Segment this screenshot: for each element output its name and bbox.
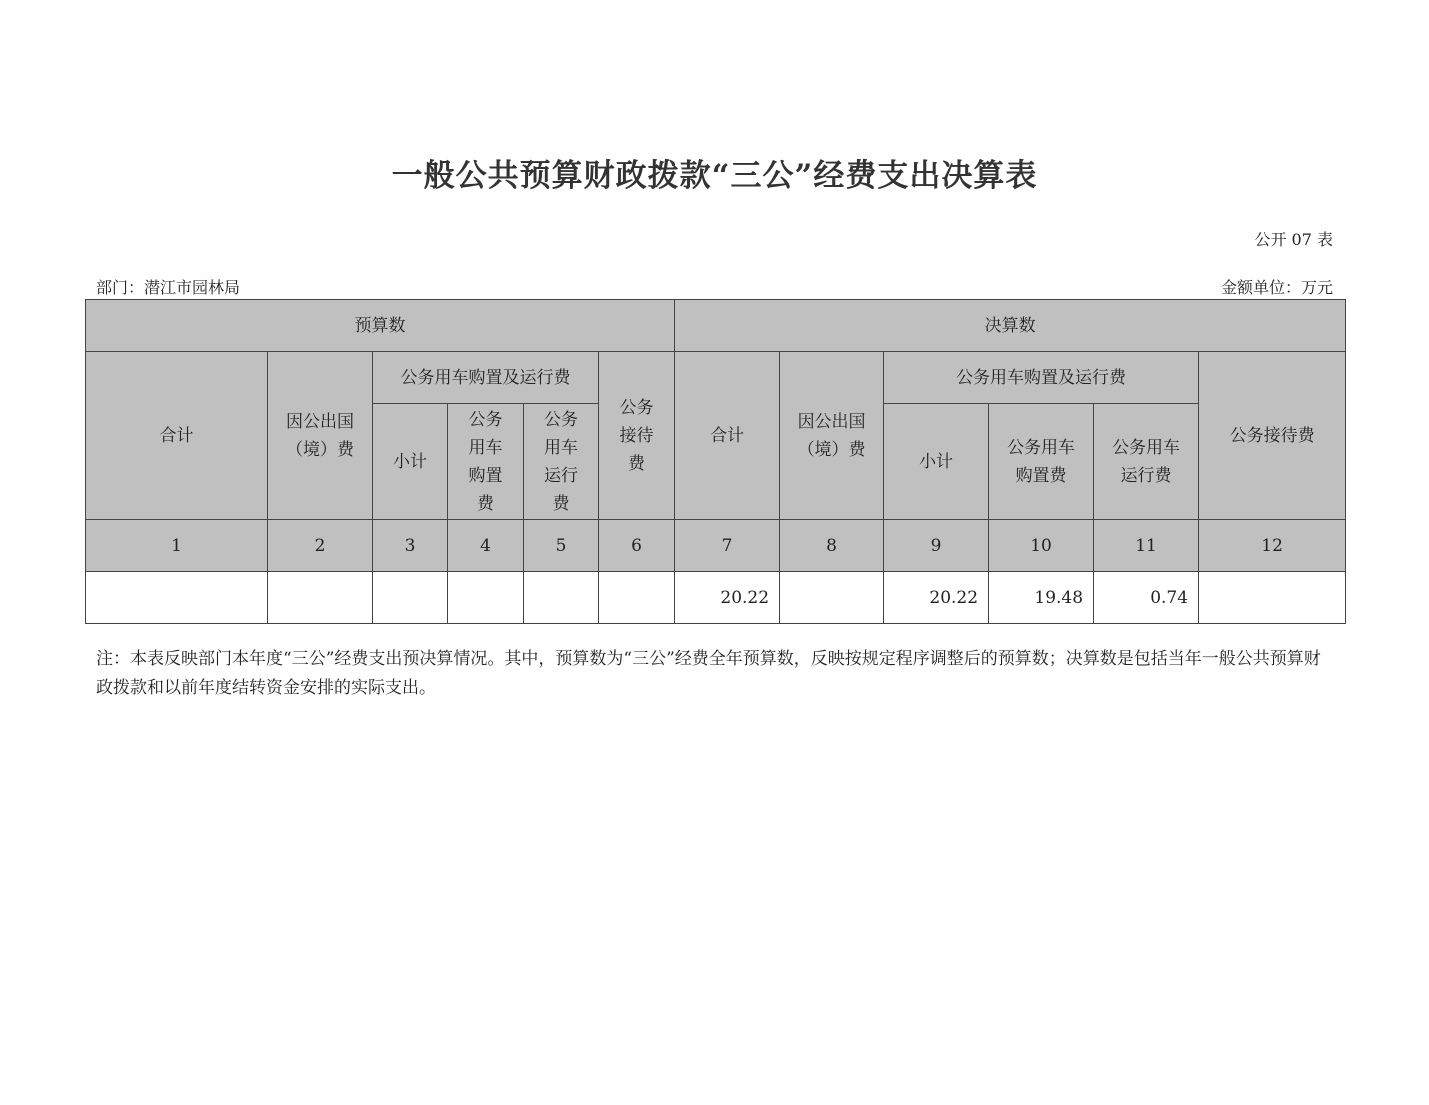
header-final-vehicle-operation: 公务用车运行费	[1094, 404, 1199, 520]
col-number: 11	[1094, 520, 1199, 572]
header-budget-abroad: 因公出国（境）费	[268, 352, 373, 520]
cell-budget-total	[86, 572, 268, 624]
three-public-expenses-table	[85, 299, 1346, 624]
cell-budget-abroad	[268, 572, 373, 624]
amount-unit-label: 金额单位：万元	[1220, 278, 1333, 297]
cell-final-subtotal: 20.22	[884, 572, 989, 624]
header-budget-reception: 公务接待费	[599, 352, 675, 520]
col-number: 5	[524, 520, 599, 572]
header-budget: 预算数	[86, 300, 675, 352]
col-number: 6	[599, 520, 675, 572]
col-number: 12	[1199, 520, 1346, 572]
cell-final-vehicle-purchase: 19.48	[989, 572, 1094, 624]
col-number: 8	[780, 520, 884, 572]
cell-final-vehicle-operation: 0.74	[1094, 572, 1199, 624]
table-number: 公开 07 表	[1254, 230, 1333, 249]
cell-budget-vehicle-purchase	[448, 572, 524, 624]
header-final-abroad: 因公出国（境）费	[780, 352, 884, 520]
page-title: 一般公共预算财政拨款“三公”经费支出决算表	[391, 158, 1038, 194]
cell-budget-subtotal	[373, 572, 448, 624]
header-budget-vehicle-operation: 公务用车运行费	[524, 404, 599, 520]
cell-final-total: 20.22	[675, 572, 780, 624]
header-budget-vehicle-group: 公务用车购置及运行费	[373, 352, 599, 404]
cell-budget-vehicle-operation	[524, 572, 599, 624]
cell-final-reception	[1199, 572, 1346, 624]
header-final-reception: 公务接待费	[1199, 352, 1346, 520]
header-final-vehicle-group: 公务用车购置及运行费	[884, 352, 1199, 404]
table-note: 注：本表反映部门本年度“三公”经费支出预决算情况。其中，预算数为“三公”经费全年预算数，反映按规定程序调整后的预算数；决算数是包括当年一般公共预算财政拨款和以前年度结转资金安排的实际支出。	[96, 649, 1321, 698]
header-budget-vehicle-purchase: 公务用车购置费	[448, 404, 524, 520]
table-row	[86, 572, 1346, 624]
header-final-subtotal: 小计	[884, 404, 989, 520]
col-number: 3	[373, 520, 448, 572]
header-budget-total: 合计	[86, 352, 268, 520]
col-number: 1	[86, 520, 268, 572]
header-final-vehicle-purchase: 公务用车购置费	[989, 404, 1094, 520]
header-final: 决算数	[675, 300, 1346, 352]
department-label: 部门：潜江市园林局	[96, 278, 241, 297]
col-number: 4	[448, 520, 524, 572]
col-number: 10	[989, 520, 1094, 572]
col-number: 2	[268, 520, 373, 572]
col-number: 9	[884, 520, 989, 572]
header-final-total: 合计	[675, 352, 780, 520]
col-number: 7	[675, 520, 780, 572]
header-budget-subtotal: 小计	[373, 404, 448, 520]
cell-budget-reception	[599, 572, 675, 624]
cell-final-abroad	[780, 572, 884, 624]
